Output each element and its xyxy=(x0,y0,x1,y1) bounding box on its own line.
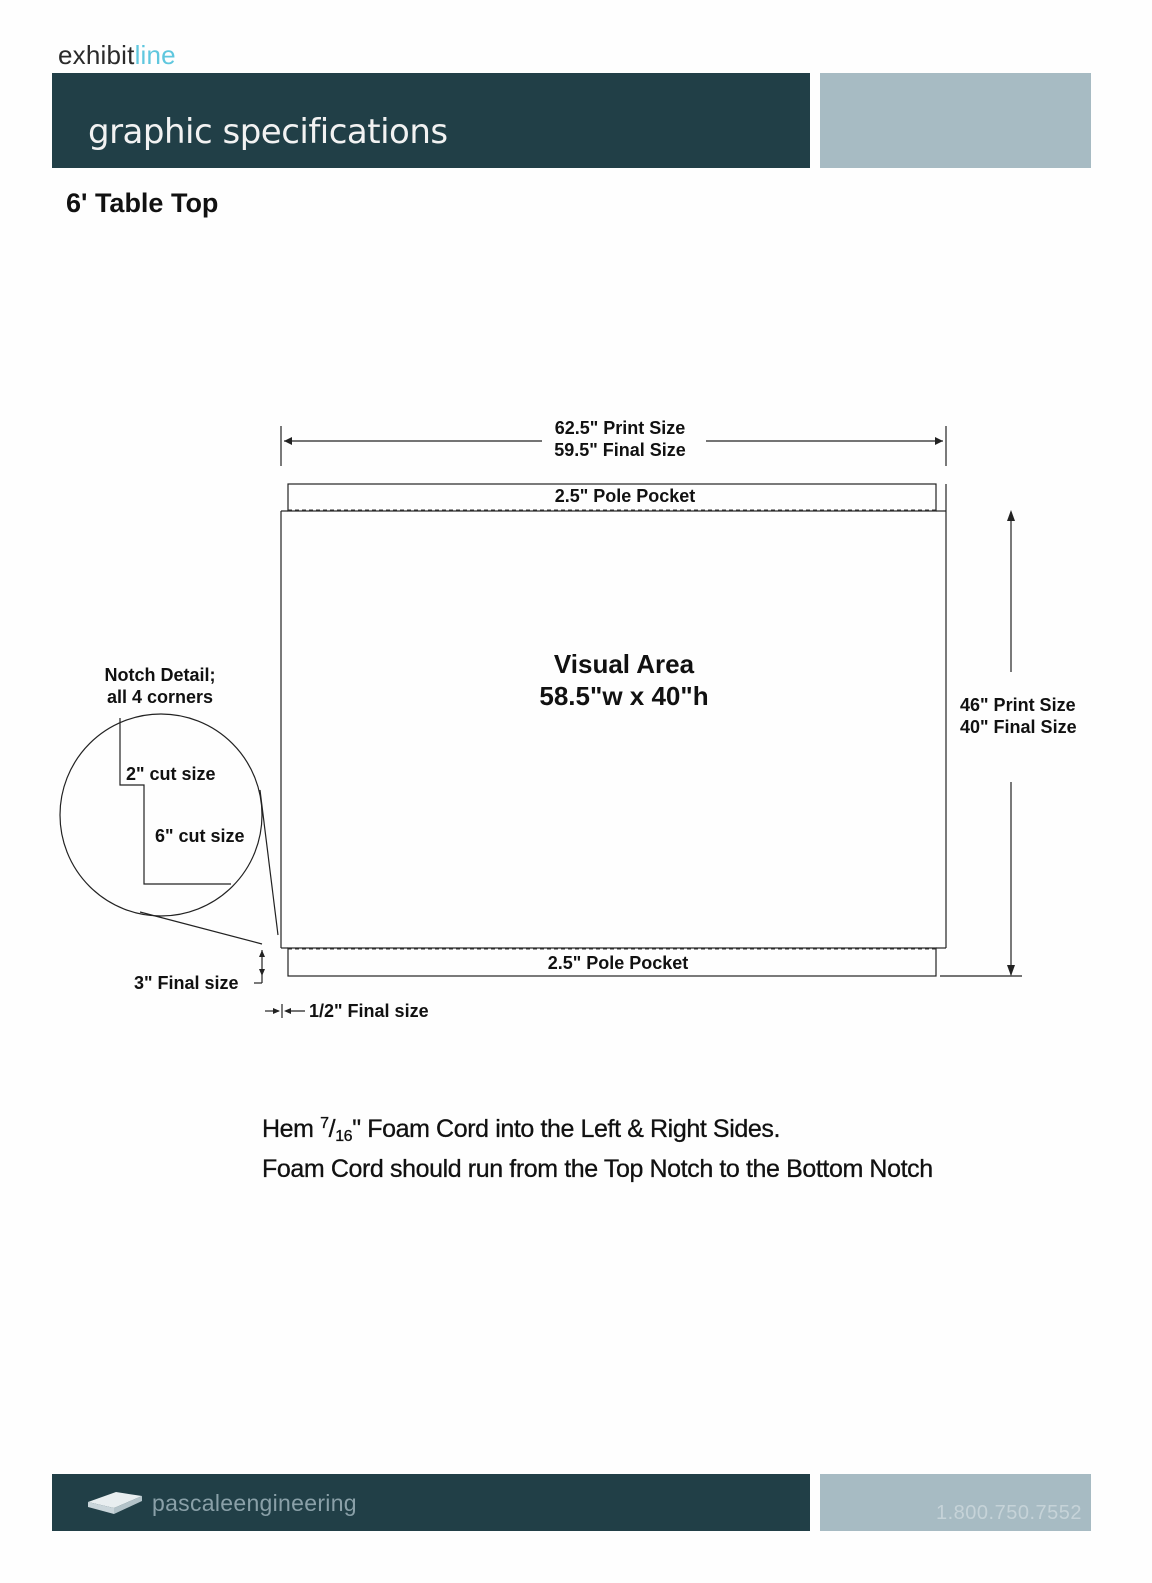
header-title: graphic specifications xyxy=(88,112,448,152)
visual-area-label xyxy=(434,648,814,712)
visual-area-size: 58.5"w x 40"h xyxy=(539,681,709,711)
final-3-label: 3" Final size xyxy=(134,973,239,993)
notch-detail-circle xyxy=(60,714,262,916)
pascale-logo-icon xyxy=(86,1486,146,1518)
width-print-size-label: 62.5" Print Size xyxy=(554,418,686,438)
hem-line-2: Foam Cord should run from the Top Notch to the Bottom Notch xyxy=(262,1155,933,1183)
footer-company-name: pascaleengineering xyxy=(152,1490,357,1516)
top-pole-pocket-label: 2.5" Pole Pocket xyxy=(554,486,696,506)
hem-line-1: Hem $^7/_{16}$" Foam Cord into the Left & Right Sides. xyxy=(262,1115,780,1145)
cut-6-label: 6" cut size xyxy=(155,826,245,846)
brand-name-part1: exhibit xyxy=(58,40,135,70)
height-final-size-label: 40" Final Size xyxy=(960,717,1077,737)
footer-phone: 1.800.750.7552 xyxy=(935,1502,1082,1524)
width-final-size-label: 59.5" Final Size xyxy=(554,440,686,460)
notch-profile xyxy=(120,718,231,884)
notch-detail-heading-line1: Notch Detail; xyxy=(104,665,216,685)
page-title: 6' Table Top xyxy=(66,188,219,218)
hem-instructions xyxy=(262,1108,933,1185)
notch-detail-heading-line2: all 4 corners xyxy=(106,687,214,707)
brand-name-part2: line xyxy=(134,40,176,70)
visual-area-title: Visual Area xyxy=(553,649,695,679)
height-print-size-label: 46" Print Size xyxy=(960,695,1076,715)
cut-2-label: 2" cut size xyxy=(126,764,216,784)
final-half-label: 1/2" Final size xyxy=(309,1001,429,1021)
bottom-pole-pocket-label: 2.5" Pole Pocket xyxy=(547,953,689,973)
